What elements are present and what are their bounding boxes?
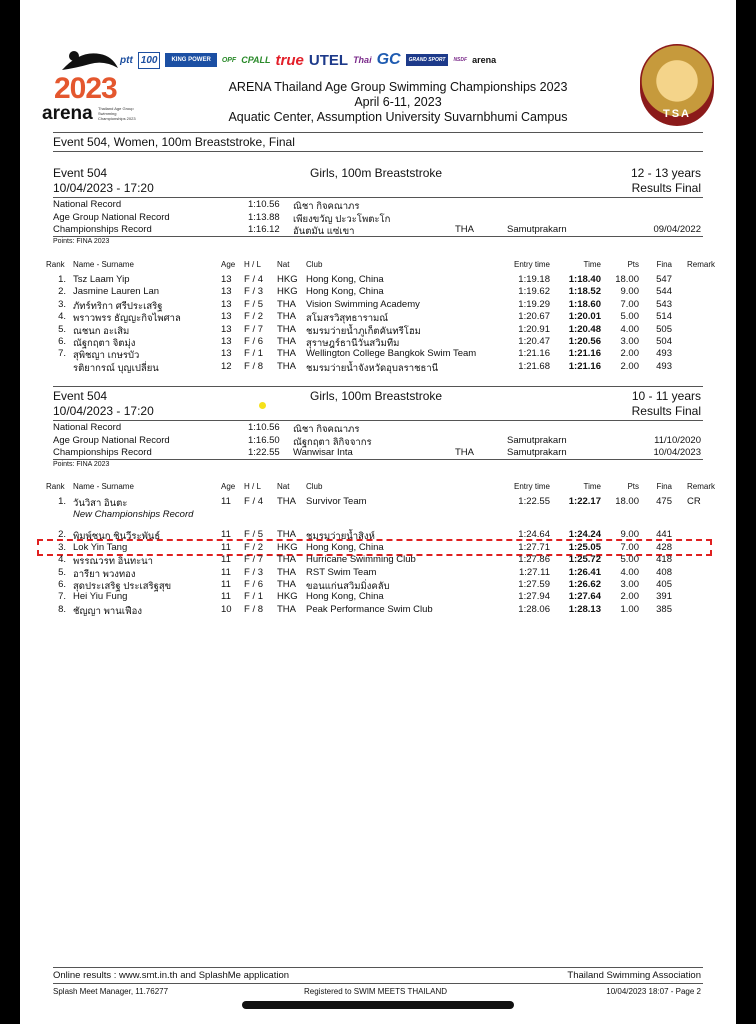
sponsor-strip [120, 44, 496, 76]
record-label: Age Group National Record [53, 434, 170, 446]
result-nat: THA [277, 311, 296, 323]
result-fina: 441 [656, 529, 672, 541]
result-hl: F / 1 [244, 348, 264, 360]
result-name: สุพิชญา เกษรบัว [73, 350, 140, 362]
result-pts: 5.00 [620, 554, 639, 566]
result-fina: 493 [656, 360, 672, 372]
new-record-note: New Championships Record [73, 509, 194, 520]
result-age: 13 [221, 311, 232, 323]
record-label: National Record [53, 199, 122, 210]
section-1-points: Points: FINA 2023 [53, 238, 110, 245]
result-name: วันวิสา อินตะ [73, 498, 128, 509]
result-rank: 6. [58, 579, 66, 590]
event-line: Event 504, Women, 100m Breaststroke, Final [53, 135, 295, 149]
result-hl: F / 5 [244, 298, 264, 310]
record-holder: อันตมัน แซ่เขา [293, 226, 355, 237]
col-entry: Entry time [513, 482, 550, 491]
record-label: Championships Record [53, 224, 152, 235]
result-hl: F / 3 [244, 286, 264, 298]
result-name: Hei Yiu Fung [73, 591, 128, 603]
result-entry: 1:22.55 [518, 496, 550, 507]
record-holder: เพียงขวัญ ปะวะโพตะโก [293, 213, 391, 225]
col-hl: H / L [244, 482, 261, 491]
tsa-logo [640, 44, 714, 126]
result-club: Wellington College Bangkok Swim Team [306, 348, 477, 360]
result-club: Hong Kong, China [306, 274, 384, 285]
swimmer-icon [60, 44, 120, 74]
result-row [20, 604, 736, 616]
record-row [20, 212, 736, 224]
sponsor-grandsport: GRAND SPORT [406, 54, 449, 66]
result-row [20, 361, 736, 373]
col-entry: Entry time [513, 260, 550, 269]
result-name: Jasmine Lauren Lan [73, 286, 160, 298]
result-rank: 7. [58, 348, 66, 360]
col-fina: Fina [656, 482, 672, 491]
result-pts: 1.00 [620, 603, 639, 615]
result-time: 1:20.56 [568, 336, 601, 347]
record-date: 11/10/2020 [654, 434, 701, 446]
result-age: 11 [221, 541, 231, 553]
result-club: Peak Performance Swim Club [306, 603, 433, 615]
result-age: 13 [221, 348, 232, 360]
result-hl: F / 4 [244, 274, 264, 285]
result-club: ชมรมว่ายน้ำภูเก็ตคันทรีโฮม [306, 325, 421, 337]
result-name: อารียา พวงทอง [73, 568, 136, 580]
result-row [20, 336, 736, 348]
result-row [20, 554, 736, 566]
results-header [20, 260, 736, 272]
result-pts: 18.00 [615, 274, 639, 285]
result-club: ชมรมว่ายน้ำจังหวัดอุบลราชธานี [306, 362, 439, 374]
result-pts: 4.00 [620, 566, 639, 578]
result-hl: F / 2 [244, 541, 264, 553]
result-pts: 2.00 [620, 591, 639, 603]
result-entry: 1:24.64 [518, 529, 550, 541]
result-club: สุราษฎร์ธานีวันสวิมทีม [306, 338, 400, 349]
section-2-age-group: 10 - 11 years [631, 389, 701, 403]
result-time: 1:20.01 [568, 311, 601, 323]
result-pts: 2.00 [620, 348, 639, 360]
result-fina: 543 [656, 298, 672, 310]
result-entry: 1:21.16 [518, 348, 550, 360]
record-time: 1:16.50 [248, 434, 280, 446]
result-name: พรรณวรท อินทะนา [73, 556, 154, 568]
result-hl: F / 3 [244, 566, 264, 578]
sponsor-kingpower: KING POWER [165, 53, 216, 67]
result-fina: 408 [656, 566, 672, 578]
result-pts: 7.00 [620, 541, 639, 553]
section-2-title: Girls, 100m Breaststroke [310, 389, 443, 403]
result-time: 1:18.60 [568, 298, 601, 310]
result-hl: F / 6 [244, 579, 264, 590]
result-row [20, 286, 736, 298]
sponsor-utel: UTEL [308, 51, 349, 69]
result-nat: THA [277, 323, 296, 335]
result-time: 1:22.17 [568, 496, 601, 507]
result-hl: F / 7 [244, 554, 264, 566]
col-age: Age [221, 260, 236, 269]
result-name: รติยากรณ์ บุญเปลี่ยน [73, 362, 159, 374]
result-row [20, 579, 736, 591]
result-time: 1:28.13 [568, 603, 601, 615]
result-entry: 1:20.47 [518, 336, 550, 347]
results-header [20, 482, 736, 494]
record-date: 09/04/2022 [653, 224, 701, 235]
result-age: 11 [221, 566, 231, 578]
result-hl: F / 8 [244, 603, 264, 615]
result-nat: HKG [277, 286, 298, 298]
result-entry: 1:21.68 [518, 360, 550, 372]
result-club: ชมรมว่ายน้ำสิงห์ [306, 531, 375, 543]
result-entry: 1:27.11 [519, 566, 550, 578]
record-holder: ณัฐกฤตา ลิกิจจากร [293, 436, 372, 448]
result-club: Hong Kong, China [306, 286, 384, 298]
result-fina: 391 [656, 591, 672, 603]
tsa-logo-text: TSA [663, 108, 691, 120]
result-fina: 514 [656, 311, 672, 323]
col-time: Time [583, 482, 601, 491]
meet-dates: April 6-11, 2023 [354, 95, 442, 109]
result-pts: 18.00 [615, 496, 639, 507]
col-rank: Rank [46, 482, 65, 491]
section-2-points: Points: FINA 2023 [53, 461, 110, 468]
result-pts: 3.00 [620, 336, 639, 347]
section-2-event: Event 504 [53, 389, 108, 403]
col-pts: Pts [627, 482, 639, 491]
result-nat: HKG [277, 274, 298, 285]
result-age: 11 [221, 496, 231, 507]
result-rank: 4. [58, 554, 66, 566]
record-place: Samutprakarn [507, 224, 567, 235]
result-age: 13 [221, 286, 232, 298]
result-entry: 1:27.59 [518, 579, 550, 590]
record-time: 1:16.12 [248, 224, 280, 235]
arena-subtitle: Thailand Age Group Swimming Championships 2023 [98, 106, 136, 121]
record-time: 1:22.55 [248, 447, 280, 458]
result-club: Survivor Team [306, 496, 367, 507]
result-pts: 9.00 [620, 529, 639, 541]
sponsor-opf: OPF [221, 56, 237, 64]
sponsor-arena: arena [472, 55, 497, 65]
result-pts: 2.00 [620, 360, 639, 372]
result-name: Tsz Laam Yip [73, 274, 130, 285]
result-club: RST Swim Team [306, 566, 377, 578]
result-nat: THA [277, 496, 296, 507]
result-nat: THA [277, 579, 296, 590]
sponsor-thai: Thai [353, 55, 372, 65]
col-fina: Fina [656, 260, 672, 269]
result-entry: 1:27.94 [518, 591, 550, 603]
result-hl: F / 2 [244, 311, 264, 323]
result-row [20, 591, 736, 603]
record-row [20, 435, 736, 447]
record-label: Championships Record [53, 447, 152, 458]
col-club: Club [306, 482, 323, 491]
result-name: ณัฐกฤตา จิตมุ่ง [73, 338, 136, 349]
record-row [20, 224, 736, 236]
record-holder: ณิชา กิจคณาภร [293, 201, 360, 212]
result-rank: 2. [58, 529, 66, 541]
section-2-status: Results Final [631, 404, 701, 418]
result-time: 1:25.05 [568, 541, 601, 553]
footer-online: Online results : www.smt.in.th and SplashMe application [53, 970, 290, 981]
result-rank: 2. [58, 286, 66, 298]
result-club: Hong Kong, China [306, 541, 384, 553]
result-pts: 9.00 [620, 286, 639, 298]
result-time: 1:18.40 [568, 274, 601, 285]
record-nat: THA [455, 447, 474, 458]
sponsor-ptt: ptt [120, 54, 133, 66]
record-label: Age Group National Record [53, 211, 170, 223]
record-row [20, 199, 736, 211]
result-nat: THA [277, 348, 296, 360]
col-name: Name - Surname [73, 482, 134, 491]
result-row [20, 542, 736, 554]
section-1-status: Results Final [631, 181, 701, 195]
result-fina: 385 [656, 603, 672, 615]
result-time: 1:21.16 [568, 348, 601, 360]
result-pts: 5.00 [620, 311, 639, 323]
sponsor-100: 100 [138, 52, 161, 69]
result-age: 11 [221, 529, 231, 541]
result-name: Lok Yin Tang [73, 541, 128, 553]
result-time: 1:21.16 [568, 360, 601, 372]
result-entry: 1:20.91 [518, 323, 550, 335]
home-indicator[interactable] [242, 1001, 514, 1009]
result-age: 13 [221, 323, 232, 335]
col-time: Time [583, 260, 601, 269]
result-row [20, 348, 736, 360]
result-name: ภัทร์ทริกา ศรีประเสริฐ [73, 300, 163, 312]
result-club: Vision Swimming Academy [306, 298, 420, 310]
result-club: ขอนแก่นสวิมมิ่งคลับ [306, 581, 390, 592]
result-time: 1:25.72 [568, 554, 601, 566]
record-date: 10/04/2023 [653, 447, 701, 458]
result-nat: HKG [277, 541, 298, 553]
result-pts: 3.00 [620, 579, 639, 590]
results-page [20, 0, 736, 1024]
result-age: 10 [221, 603, 232, 615]
col-pts: Pts [627, 260, 639, 269]
col-nat: Nat [277, 482, 290, 491]
result-nat: THA [277, 360, 296, 372]
col-hl: H / L [244, 260, 261, 269]
col-name: Name - Surname [73, 260, 134, 269]
result-age: 13 [221, 336, 232, 347]
result-hl: F / 7 [244, 323, 264, 335]
result-fina: 428 [656, 541, 672, 553]
result-rank: 7. [58, 591, 66, 603]
result-row [20, 324, 736, 336]
result-entry: 1:19.62 [518, 286, 550, 298]
result-row [20, 567, 736, 579]
col-age: Age [221, 482, 236, 491]
footer-registered: Registered to SWIM MEETS THAILAND [304, 987, 447, 996]
result-age: 13 [221, 298, 232, 310]
result-name: ณชนก อะเสิม [73, 325, 130, 337]
result-entry: 1:27.86 [518, 554, 550, 566]
result-hl: F / 6 [244, 336, 264, 347]
result-row [20, 311, 736, 323]
footer-software: Splash Meet Manager, 11.76277 [53, 987, 169, 996]
section-1-event: Event 504 [53, 166, 108, 180]
result-age: 11 [221, 579, 231, 590]
result-rank: 4. [58, 311, 66, 323]
sponsor-cpall: CPALL [241, 55, 271, 65]
result-time: 1:20.48 [568, 323, 601, 335]
arena-logo: arena [42, 103, 93, 124]
col-remark: Remark [687, 260, 716, 269]
record-holder: ณิชา กิจคณาภร [293, 424, 360, 435]
result-nat: HKG [277, 591, 298, 603]
result-name: พิมพ์ชนก ชินวีระพันธ์ [73, 531, 161, 543]
result-fina: 504 [656, 336, 672, 347]
result-age: 11 [221, 591, 231, 603]
result-entry: 1:27.71 [518, 541, 550, 553]
meet-venue: Aquatic Center, Assumption University Suvarnbhumi Campus [228, 110, 568, 124]
result-rank: 5. [58, 323, 66, 335]
section-1-title: Girls, 100m Breaststroke [310, 166, 443, 180]
result-name: ชัญญา พานเฟือง [73, 605, 143, 617]
swimmer-logo [60, 44, 120, 74]
result-nat: THA [277, 603, 296, 615]
col-club: Club [306, 260, 323, 269]
result-nat: THA [277, 336, 296, 347]
result-row [20, 299, 736, 311]
section-1-age-group: 12 - 13 years [630, 166, 701, 180]
result-rank: 1. [58, 274, 66, 285]
result-nat: THA [277, 566, 296, 578]
result-name: พราวพรร ธัญญะกิจไพศาล [73, 313, 181, 325]
record-holder: Wanwisar Inta [293, 447, 353, 458]
result-hl: F / 4 [244, 496, 264, 507]
result-row [20, 529, 736, 541]
result-rank: 3. [58, 541, 66, 553]
result-fina: 475 [656, 496, 672, 507]
result-pts: 7.00 [620, 298, 639, 310]
footer-printed: 10/04/2023 18:07 - Page 2 [606, 987, 701, 996]
result-rank: 6. [58, 336, 66, 347]
result-name: สุดประเสริฐ ประเสริฐสุข [73, 581, 172, 592]
col-remark: Remark [687, 482, 716, 491]
result-time: 1:26.62 [568, 579, 601, 590]
result-age: 11 [221, 554, 231, 566]
record-place: Samutprakarn [507, 447, 567, 458]
result-time: 1:27.64 [568, 591, 601, 603]
col-nat: Nat [277, 260, 290, 269]
result-hl: F / 1 [244, 591, 264, 603]
result-rank: 1. [58, 496, 66, 507]
result-nat: THA [277, 554, 296, 566]
result-club: สโมสรวิสุทธารามณ์ [306, 313, 389, 325]
footer-assoc: Thailand Swimming Association [567, 970, 701, 981]
result-hl: F / 8 [244, 360, 264, 372]
result-pts: 4.00 [620, 323, 639, 335]
record-label: National Record [53, 422, 122, 433]
result-entry: 1:28.06 [518, 603, 550, 615]
record-nat: THA [455, 224, 474, 235]
sponsor-nsdf: NSDF [453, 57, 468, 63]
result-rank: 3. [58, 298, 66, 310]
result-entry: 1:20.67 [518, 311, 550, 323]
result-fina: 544 [656, 286, 672, 298]
result-entry: 1:19.18 [518, 274, 550, 285]
result-fina: 547 [656, 274, 672, 285]
result-remark: CR [687, 496, 701, 507]
record-time: 1:10.56 [248, 199, 280, 210]
result-age: 12 [221, 360, 232, 372]
col-rank: Rank [46, 260, 65, 269]
record-time: 1:10.56 [248, 422, 280, 433]
result-entry: 1:19.29 [518, 298, 550, 310]
section-2-datetime: 10/04/2023 - 17:20 [53, 404, 154, 418]
result-rank: 8. [58, 603, 66, 615]
record-time: 1:13.88 [248, 211, 280, 223]
record-row [20, 422, 736, 434]
result-club: Hurricane Swimming Club [306, 554, 416, 566]
result-time: 1:18.52 [568, 286, 601, 298]
meet-title: ARENA Thailand Age Group Swimming Championships 2023 [228, 80, 568, 94]
result-age: 13 [221, 274, 232, 285]
cursor-dot [259, 402, 266, 409]
result-fina: 418 [656, 554, 672, 566]
result-time: 1:26.41 [568, 566, 601, 578]
result-hl: F / 5 [244, 529, 264, 541]
result-club: Hong Kong, China [306, 591, 384, 603]
record-place: Samutprakarn [507, 434, 567, 446]
result-row [20, 496, 736, 508]
result-nat: THA [277, 529, 296, 541]
year-logo: 2023 [54, 72, 117, 105]
result-rank: 5. [58, 566, 66, 578]
result-fina: 505 [656, 323, 672, 335]
section-1-datetime: 10/04/2023 - 17:20 [53, 181, 154, 195]
result-fina: 405 [656, 579, 672, 590]
result-fina: 493 [656, 348, 672, 360]
result-row [20, 274, 736, 286]
sponsor-gc: GC [376, 51, 401, 68]
result-time: 1:24.24 [568, 529, 601, 541]
sponsor-true: true [275, 51, 304, 69]
result-nat: THA [277, 298, 296, 310]
record-row [20, 447, 736, 459]
